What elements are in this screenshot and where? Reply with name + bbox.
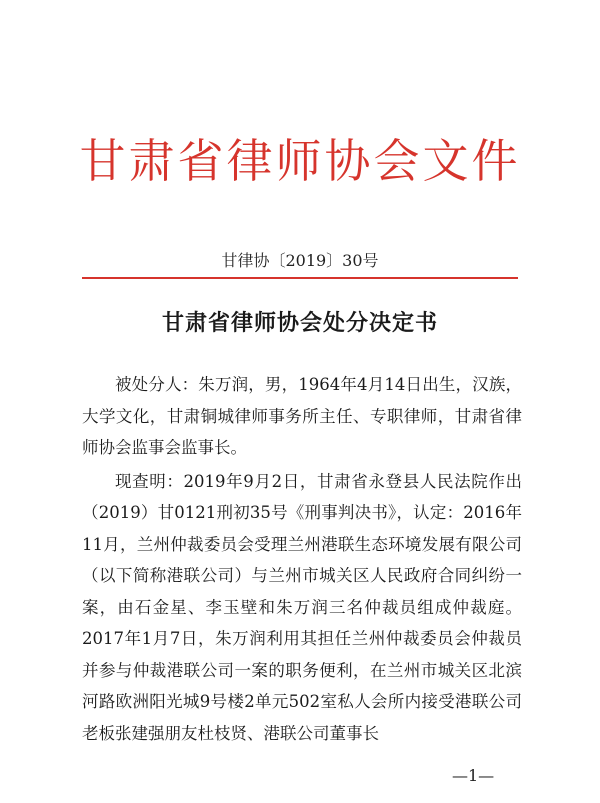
document-body [82,369,522,749]
document-number: 甘律协〔2019〕30号 [221,251,379,270]
body-paragraph: 被处分人：朱万润，男，1964年4月14日出生，汉族，大学文化，甘肃铜城律师事务所主任、专职律师，甘肃省律师协会监事会监事长。 [82,375,522,457]
decision-title: 甘肃省律师协会处分决定书 [161,311,438,336]
document-header-title: 甘肃省律师协会文件 [79,134,521,188]
body-paragraph: 现查明：2019年9月2日，甘肃省永登县人民法院作出（2019）甘0121刑初35号《刑事判决书》，认定：2016年11月，兰州仲裁委员会受理兰州港联生态环境发展有限公司（以下简称港联公司）与兰州市城关区人民政府合同纠纷一案，由石金星、李玉壁和朱万润三名仲裁员组成仲裁庭。2017年1月7日，朱万润利用其担任兰州仲裁委员会仲裁员并参与仲裁港联公司一案的职务便利，在兰州市城关区北滨河路欧洲阳光城9号楼2单元502室私人会所内接受港联公司老板张建强朋友杜枝贤、港联公司董事长 [82,471,522,743]
header-divider [82,277,518,279]
page-number: —1— [452,766,495,785]
